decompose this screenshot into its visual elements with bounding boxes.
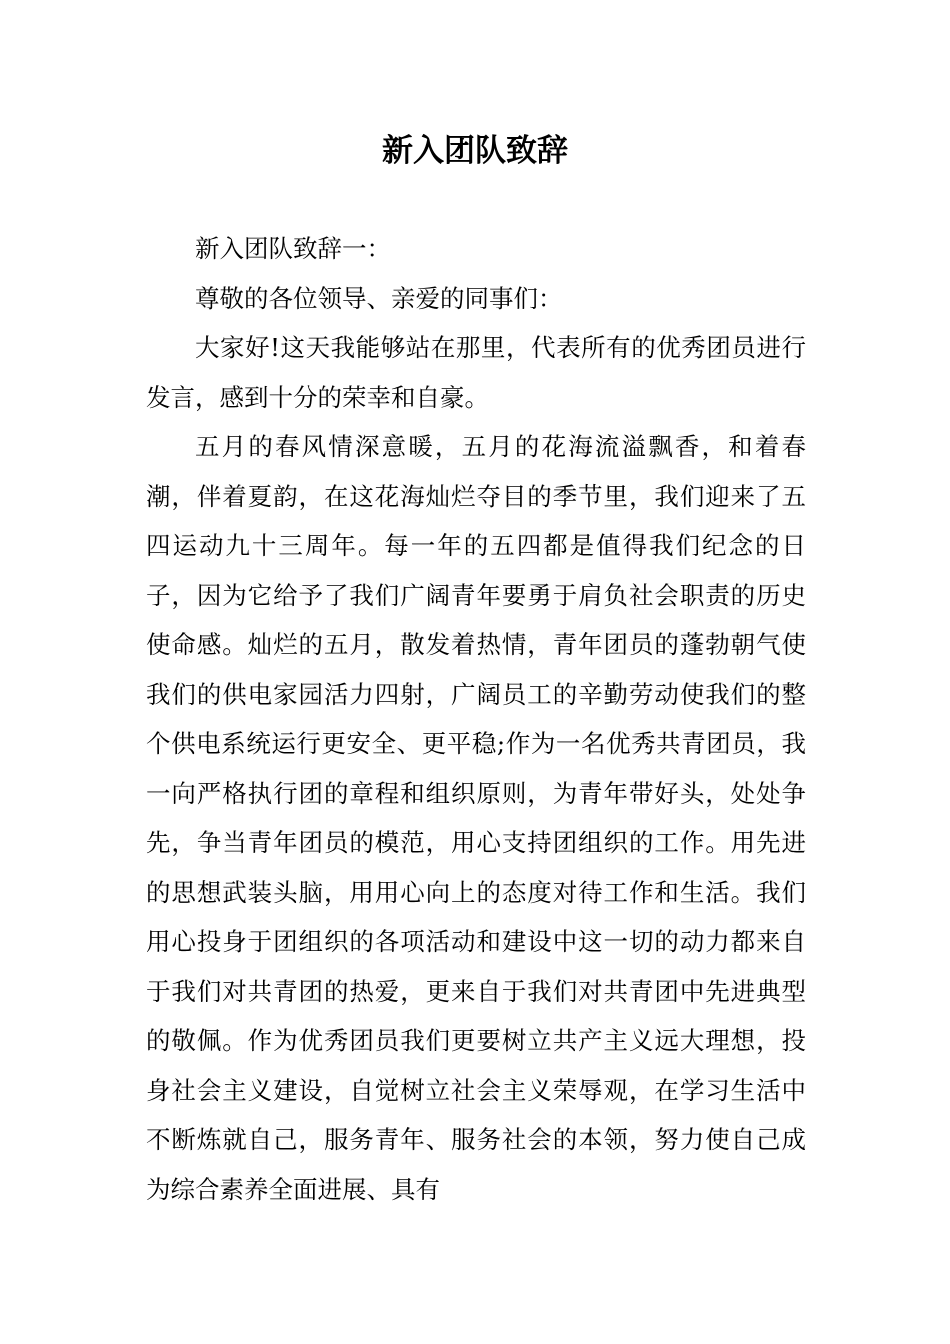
document-title: 新入团队致辞	[382, 133, 568, 169]
paragraph-main: 五月的春风情深意暖，五月的花海流溢飘香，和着春潮，伴着夏韵，在这花海灿烂夺目的季节里，我们迎来了五四运动九十三周年。每一年的五四都是值得我们纪念的日子，因为它给予了我们广阔青年要勇于肩负社会职责的历史使命感。灿烂的五月，散发着热情，青年团员的蓬勃朝气使我们的供电家园活力四射，广阔员工的辛勤劳动使我们的整个供电系统运行更安全、更平稳;作为一名优秀共青团员，我一向严格执行团的章程和组织原则，为青年带好头，处处争先，争当青年团员的模范，用心支持团组织的工作。用先进的思想武装头脑，用用心向上的态度对待工作和生活。我们用心投身于团组织的各项活动和建设中这一切的动力都来自于我们对共青团的热爱，更来自于我们对共青团中先进典型的敬佩。作为优秀团员我们更要树立共产主义远大理想，投身社会主义建设，自觉树立社会主义荣辱观，在学习生活中不断炼就自己，服务青年、服务社会的本领，努力使自己成为综合素养全面进展、具有	[146, 432, 806, 1204]
document-body	[146, 224, 806, 1214]
paragraph-opening: 大家好!这天我能够站在那里，代表所有的优秀团员进行发言，感到十分的荣幸和自豪。	[146, 333, 806, 412]
paragraph-greeting: 尊敬的各位领导、亲爱的同事们：	[195, 283, 563, 313]
paragraph-salutation-heading: 新入团队致辞一：	[195, 234, 391, 263]
